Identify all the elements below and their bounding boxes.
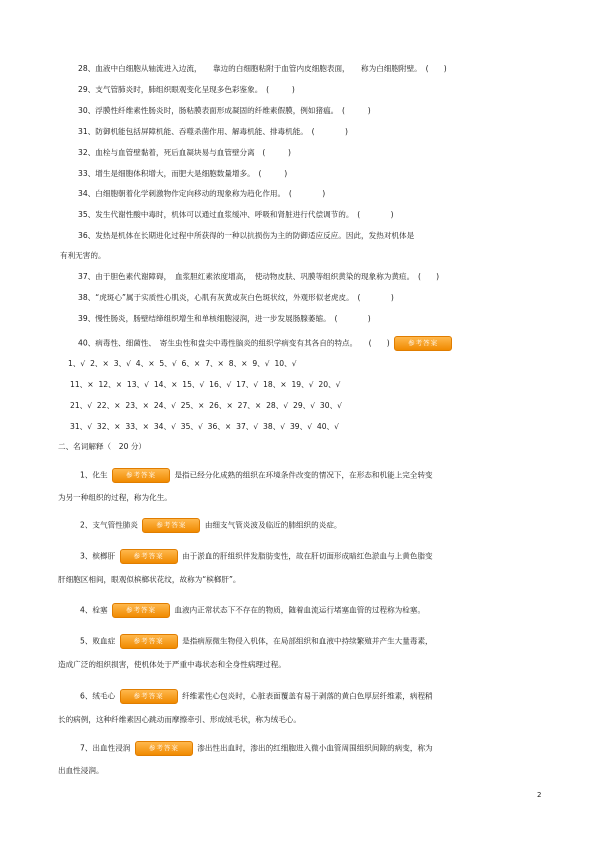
tf-item-30: 30、浮膜性纤维素性肠炎时，肠粘膜表面形成凝固的纤维素假膜，例如猪瘟。 ( ) bbox=[78, 106, 371, 115]
term-5-head: 5、败血症 bbox=[80, 636, 116, 646]
term-1 bbox=[80, 468, 433, 483]
tf-item-40-text: 40、病毒性、细菌性、 寄生虫性和盘尖中毒性脑炎的组织学病变有其各自的特点。 ( ) bbox=[78, 338, 390, 348]
answer-row-3: 21、√ 22、× 23、× 24、√ 25、× 26、× 27、× 28、√ 29、√ 30、√ bbox=[70, 401, 343, 410]
term-5-cont: 造成广泛的组织损害，使机体处于严重中毒状态和全身性病理过程。 bbox=[58, 660, 286, 669]
term-7 bbox=[80, 741, 433, 756]
term-3-def: 由于淤血的肝组织伴发脂肪变性，故在肝切面形成暗红色淤血与上黄色脂变 bbox=[182, 551, 433, 561]
answer-row-4: 31、√ 32、× 33、× 34、√ 35、√ 36、× 37、√ 38、√ 39、√ 40、√ bbox=[70, 422, 339, 431]
term-6 bbox=[80, 689, 433, 704]
answer-badge[interactable]: 参考答案 bbox=[394, 336, 452, 351]
tf-item-32: 32、血栓与血管壁黏着，死后血凝块易与血管壁分离 ( ) bbox=[78, 148, 292, 157]
term-2-def: 由细支气管炎波及临近的肺组织的炎症。 bbox=[204, 520, 342, 530]
answer-badge[interactable]: 参考答案 bbox=[112, 468, 170, 483]
tf-item-35: 35、发生代谢性酸中毒时，机体可以通过血浆缓冲、呼吸和肾脏进行代偿调节的。 ( ) bbox=[78, 210, 394, 219]
term-1-head: 1、化生 bbox=[80, 470, 108, 480]
answer-badge[interactable]: 参考答案 bbox=[135, 741, 193, 756]
tf-item-28: 28、血液中白细胞从轴流进入边流， 靠边的白细胞粘附于血管内皮细胞表面， 称为白细胞附壁。 ( ) bbox=[78, 64, 447, 73]
term-3-cont: 肝细胞区相间，眼观似槟榔状花纹，故称为“槟榔肝”。 bbox=[58, 575, 241, 584]
tf-item-39: 39、慢性肠炎，肠壁结缔组织增生和单核细胞浸润，进一步发展肠腺萎缩。 ( ) bbox=[78, 314, 371, 323]
answer-badge[interactable]: 参考答案 bbox=[112, 603, 170, 618]
term-5-def: 是指病原微生物侵入机体，在局部组织和血液中持续繁殖并产生大量毒素， bbox=[182, 636, 433, 646]
term-3 bbox=[80, 549, 433, 564]
tf-item-38: 38、“虎斑心”属于实质性心肌炎，心肌有灰黄或灰白色斑状纹，外观形似老虎皮。 ( ) bbox=[78, 293, 394, 302]
term-6-cont: 长的病例，这种纤维素因心跳动而摩擦牵引、形成绒毛状，称为绒毛心。 bbox=[58, 715, 301, 724]
term-4-head: 4、栓塞 bbox=[80, 605, 108, 615]
term-2-head: 2、支气管性肺炎 bbox=[80, 520, 138, 530]
answer-badge[interactable]: 参考答案 bbox=[120, 549, 178, 564]
answer-badge[interactable]: 参考答案 bbox=[120, 689, 178, 704]
term-2 bbox=[80, 518, 342, 533]
term-1-cont: 为另一种组织的过程，称为化生。 bbox=[58, 493, 172, 502]
term-7-head: 7、出血性浸润 bbox=[80, 743, 131, 753]
tf-item-36: 36、发热是机体在长期进化过程中所获得的一种以抗损伤为主的防御适应反应。因此，发热对机体是 bbox=[78, 231, 415, 240]
term-6-head: 6、绒毛心 bbox=[80, 691, 116, 701]
term-5 bbox=[80, 634, 433, 649]
tf-item-36-cont: 有利无害的。 bbox=[60, 251, 106, 260]
tf-item-29: 29、支气管肺炎时，肺组织眼观变化呈现多色彩鉴象。 ( ) bbox=[78, 85, 295, 94]
term-7-cont: 出血性浸润。 bbox=[58, 766, 104, 775]
answer-row-1: 1、√ 2、× 3、√ 4、× 5、√ 6、× 7、× 8、× 9、√ 10、√ bbox=[68, 359, 297, 368]
answer-row-2: 11、× 12、× 13、√ 14、× 15、√ 16、√ 17、√ 18、× 19、√ 20、√ bbox=[70, 380, 341, 389]
term-4 bbox=[80, 603, 425, 618]
tf-item-40 bbox=[78, 336, 454, 351]
answer-badge[interactable]: 参考答案 bbox=[142, 518, 200, 533]
term-6-def: 纤维素性心包炎时，心脏表面覆盖有易于剥落的黄白色厚层纤维素，病程稍 bbox=[182, 691, 433, 701]
section-title: 二、名词解释（ 20 分） bbox=[58, 442, 147, 451]
page-number: 2 bbox=[537, 791, 542, 799]
tf-item-31: 31、防御机能包括屏障机能、吞噬杀菌作用、解毒机能、排毒机能。 ( ) bbox=[78, 127, 348, 136]
answer-badge[interactable]: 参考答案 bbox=[120, 634, 178, 649]
term-7-def: 渗出性出血时，渗出的红细胞进入微小血管周围组织间隙的病变，称为 bbox=[197, 743, 433, 753]
tf-item-33: 33、增生是细胞体积增大，而肥大是细胞数量增多。 ( ) bbox=[78, 169, 288, 178]
term-1-def: 是指已经分化成熟的组织在环境条件改变的情况下，在形态和机能上完全转变 bbox=[174, 470, 433, 480]
tf-item-37: 37、由于胆色素代谢障碍， 血浆胆红素浓度增高， 使动物皮肤、巩膜等组织黄染的现象称为黄疸。 ( ) bbox=[78, 272, 440, 281]
term-4-def: 血液内正常状态下不存在的物质，随着血流运行堵塞血管的过程称为栓塞。 bbox=[174, 605, 426, 615]
term-3-head: 3、槟榔肝 bbox=[80, 551, 116, 561]
tf-item-34: 34、白细胞朝着化学刺激物作定向移动的现象称为趋化作用。 ( ) bbox=[78, 189, 326, 198]
